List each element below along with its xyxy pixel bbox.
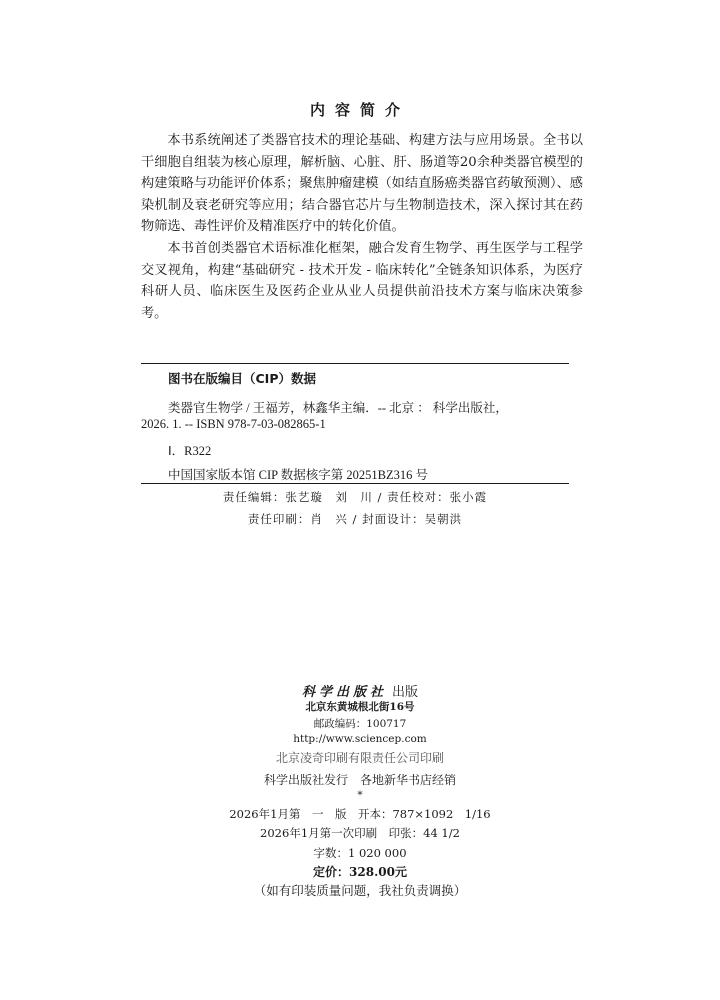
word-count: 字数：1 020 000 <box>313 846 407 860</box>
publisher-line <box>0 681 720 700</box>
website-url: http://www.sciencep.com <box>293 733 427 745</box>
publisher-name: 科学出版社 <box>301 685 387 700</box>
cip-bottom-rule <box>141 483 569 484</box>
quality-notice: （如有印装质量问题，我社负责调换） <box>253 883 467 898</box>
cip-line-4: 中国国家版本馆 CIP 数据核字第 20251BZ316 号 <box>168 468 428 482</box>
summary-paragraph-2: 本书首创类器官术语标准化框架，融合发育生物学、再生医学与工程学交叉视角，构建“基础研究 - 技术开发 - 临床转化”全链条知识体系，为医疗科研人员、临床医生及医药企业从业人员提供前沿技术方案与临床决策参考。 <box>141 240 583 321</box>
credits-line-2: 责任印刷：肖 兴 / 封面设计：吴朝洪 <box>247 512 463 526</box>
cip-line-3: Ⅰ．R322 <box>168 444 212 458</box>
printing-info: 2026年1月第一次印刷 印张：44 1/2 <box>260 826 460 840</box>
separator-star: * <box>357 789 363 801</box>
distribution: 科学出版社发行 各地新华书店经销 <box>263 773 456 787</box>
edition-info: 2026年1月第 一 版 开本：787×1092 1/16 <box>229 807 491 821</box>
cip-line-1: 类器官生物学 / 王福芳，林鑫华主编．-- 北京 ： 科学出版社， <box>168 401 508 415</box>
content-summary <box>141 130 583 324</box>
cip-top-rule <box>141 363 569 364</box>
printer: 北京凌奇印刷有限责任公司印刷 <box>275 751 444 765</box>
summary-paragraph-1: 本书系统阐述了类器官技术的理论基础、构建方法与应用场景。全书以干细胞自组装为核心原理，解析脑、心脏、肝、肠道等20余种类器官模型的构建策略与功能评价体系；聚焦肿瘤建模（如结直肠癌类器官药敏预测）、感染机制及衰老研究等应用；结合器官芯片与生物制造技术，深入探讨其在药物筛选、毒性评价及精准医疗中的转化价值。 <box>141 133 583 235</box>
page-heading: 内容简介 <box>309 101 410 119</box>
cip-line-2: 2026. 1. -- ISBN 978-7-03-082865-1 <box>141 417 326 431</box>
publisher-suffix: 出版 <box>392 685 419 700</box>
price: 定价：328.00元 <box>313 865 407 879</box>
publisher-address: 北京东黄城根北街16号 <box>305 701 415 713</box>
credits-line-1: 责任编辑：张艺璇 刘 川 / 责任校对：张小霞 <box>222 490 488 504</box>
cip-title: 图书在版编目（CIP）数据 <box>168 371 316 386</box>
postcode: 邮政编码：100717 <box>313 718 407 730</box>
